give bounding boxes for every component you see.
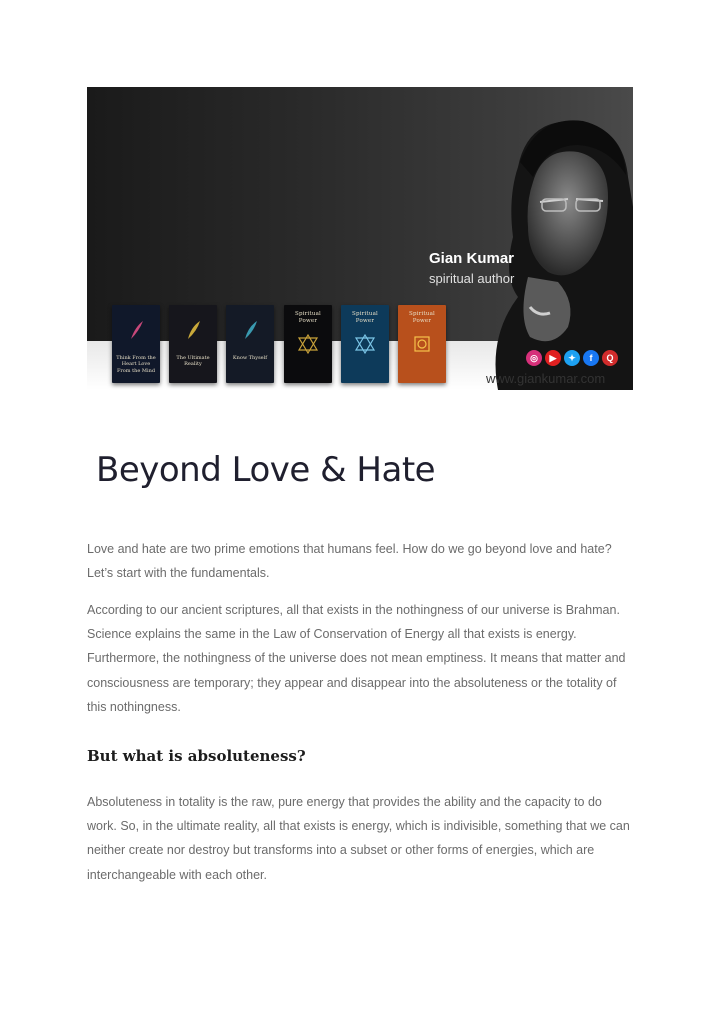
book-cover: [169, 305, 217, 383]
twitter-icon[interactable]: ✦: [564, 350, 580, 366]
author-name: Gian Kumar: [429, 250, 515, 267]
book-title: Spiritual Power: [294, 311, 322, 324]
yantra-icon: [411, 333, 433, 355]
instagram-icon[interactable]: ◎: [526, 350, 542, 366]
book-title: Know Thyself: [232, 355, 268, 361]
author-role: spiritual author: [429, 271, 515, 286]
article-title: Beyond Love & Hate: [96, 450, 436, 490]
book-title: Spiritual Power: [408, 311, 436, 324]
feather-icon: [125, 319, 147, 341]
book-title: Think From the Heart Love From the Mind: [116, 355, 156, 374]
book-cover: [284, 305, 332, 383]
book-cover: [112, 305, 160, 383]
book-cover: [226, 305, 274, 383]
section-heading: But what is absoluteness?: [87, 747, 306, 765]
paragraph-brahman: According to our ancient scriptures, all that exists in the nothingness of our universe is Brahman. Science explains the same in the Law of Conservation of Energy all that exists is energy. Furthermore, the nothingness of the universe does not mean emptiness. It means that matter and consciousness are temporary; they appear and disappear into the absoluteness or the totality of this nothingness.: [87, 603, 626, 714]
book-title: Spiritual Power: [351, 311, 379, 324]
feather-icon: [239, 319, 261, 341]
book-cover: [341, 305, 389, 383]
paragraph-absoluteness: Absoluteness in totality is the raw, pure energy that provides the ability and the capacity to do work. So, in the ultimate reality, all that exists is energy, which is indivisible, something that we can neither create nor destroy but transforms into a subset or other forms of energies, which are interchangeable with each other.: [87, 795, 630, 882]
facebook-icon[interactable]: f: [583, 350, 599, 366]
feather-icon: [182, 319, 204, 341]
paragraph-intro: Love and hate are two prime emotions that humans feel. How do we go beyond love and hate? Let’s start with the fundamentals.: [87, 542, 612, 581]
book-cover: [398, 305, 446, 383]
youtube-icon[interactable]: ▶: [545, 350, 561, 366]
author-portrait: [458, 87, 633, 390]
website-link[interactable]: www.giankumar.com: [486, 371, 606, 386]
header-banner: [87, 87, 633, 390]
quora-icon[interactable]: Q: [602, 350, 618, 366]
yantra-icon: [297, 333, 319, 355]
yantra-icon: [354, 333, 376, 355]
book-title: The Ultimate Reality: [176, 355, 210, 368]
